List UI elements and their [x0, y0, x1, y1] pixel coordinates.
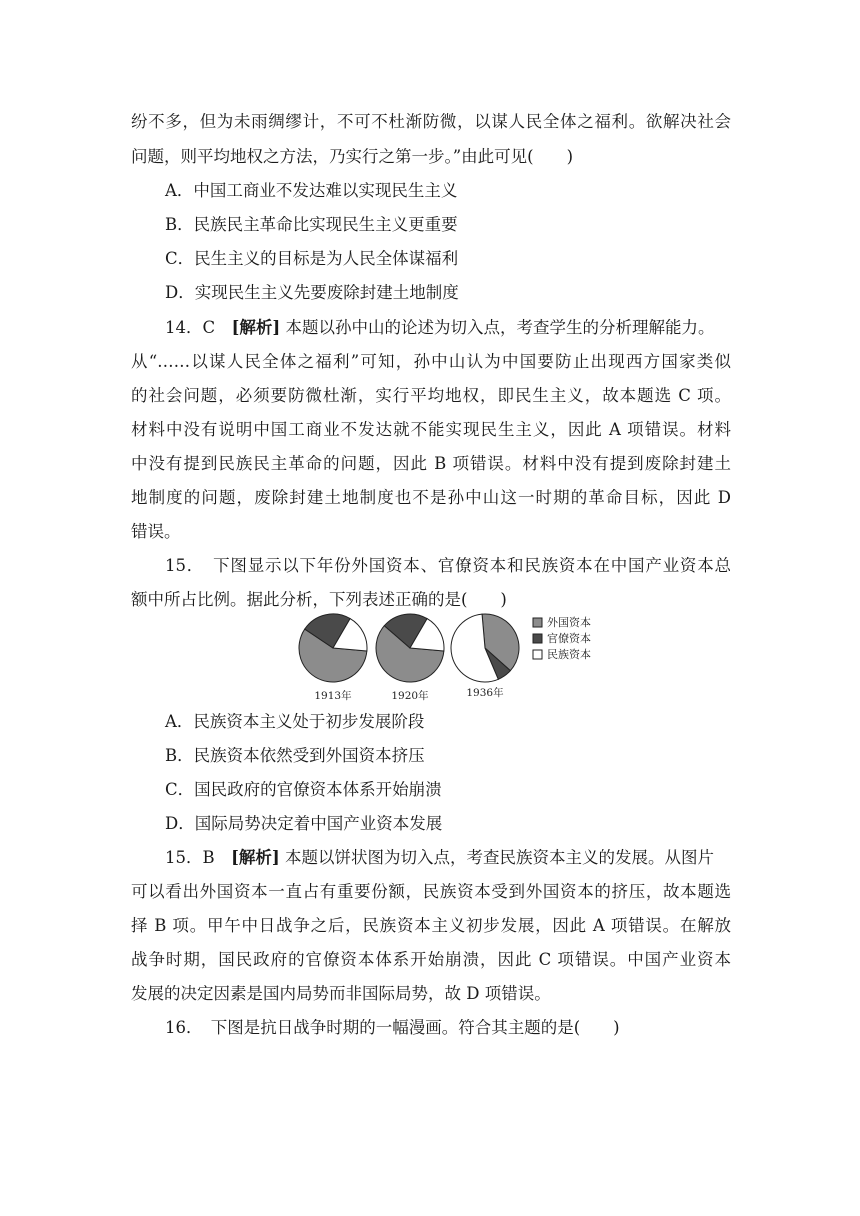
q13-text-line: 纷不多，但为未雨绸缪计，不可不杜渐防微，以谋人民全体之福利。欲解决社会	[131, 112, 731, 131]
a15-text: 本题以饼状图为切入点，考查民族资本主义的发展。从图片	[279, 848, 714, 867]
q15-option-b: B．民族资本依然受到外国资本挤压	[165, 746, 425, 765]
legend-swatch	[533, 634, 542, 643]
q16-text-line: 16． 下图是抗日战争时期的一幅漫画。符合其主题的是( )	[165, 1018, 620, 1037]
a15-text-line: 择 B 项。甲午中日战争之后，民族资本主义初步发展，因此 A 项错误。在解放	[131, 916, 731, 935]
a15-analysis-label: [解析]	[231, 848, 280, 867]
legend-label: 民族资本	[547, 648, 591, 661]
a14-text-line: 中没有提到民族民主革命的问题，因此 B 项错误。材料中没有提到废除封建土	[131, 454, 731, 473]
a15-text-line: 战争时期，国民政府的官僚资本体系开始崩溃，因此 C 项错误。中国产业资本	[131, 950, 731, 969]
a15-first-line	[165, 847, 731, 869]
q13-option-c: C．民生主义的目标是为人民全体谋福利	[165, 249, 459, 268]
pie-year-label: 1913年	[314, 690, 352, 702]
a14-text-line: 地制度的问题，废除封建土地制度也不是孙中山这一时期的革命目标，因此 D	[131, 488, 731, 507]
q13-option-d: D．实现民生主义先要废除封建土地制度	[165, 283, 459, 302]
a15-text-line: 发展的决定因素是国内局势而非国际局势，故 D 项错误。	[131, 984, 551, 1003]
legend-swatch	[533, 618, 542, 627]
a15-text-line: 可以看出外国资本一直占有重要份额，民族资本受到外国资本的挤压，故本题选	[131, 882, 731, 901]
a14-text-line: 材料中没有说明中国工商业不发达就不能实现民生主义，因此 A 项错误。材料	[131, 420, 731, 439]
legend-label: 官僚资本	[547, 632, 591, 645]
q15-option-d: D．国际局势决定着中国产业资本发展	[165, 814, 443, 833]
a15-number: 15．B	[165, 848, 232, 867]
a14-analysis-label: [解析]	[231, 318, 281, 337]
q15-option-c: C．国民政府的官僚资本体系开始崩溃	[165, 780, 442, 799]
legend-label: 外国资本	[547, 616, 591, 629]
capital-share-pie-charts	[296, 608, 616, 704]
q13-text-line: 问题，则平均地权之方法，乃实行之第一步。”由此可见( )	[131, 147, 574, 166]
legend-swatch	[533, 650, 542, 659]
pie-year-label: 1920年	[391, 690, 429, 702]
q15-text-line: 15． 下图显示以下年份外国资本、官僚资本和民族资本在中国产业资本总	[165, 556, 731, 575]
a14-text-line: 错误。	[131, 522, 181, 541]
q13-option-b: B．民族民主革命比实现民生主义更重要	[165, 215, 458, 234]
q15-text-line: 额中所占比例。据此分析，下列表述正确的是( )	[131, 590, 507, 609]
q13-option-a: A．中国工商业不发达难以实现民生主义	[165, 181, 458, 200]
a14-text: 本题以孙中山的论述为切入点，考查学生的分析理解能力。	[280, 318, 715, 337]
pie-year-label: 1936年	[466, 687, 504, 699]
a14-number: 14．C	[165, 318, 232, 337]
q15-option-a: A．民族资本主义处于初步发展阶段	[165, 712, 425, 731]
a14-text-line: 的社会问题，必须要防微杜渐，实行平均地权，即民生主义，故本题选 C 项。	[131, 386, 731, 405]
a14-text-line: 从“……以谋人民全体之福利”可知，孙中山认为中国要防止出现西方国家类似	[131, 352, 731, 371]
a14-first-line	[165, 317, 731, 339]
